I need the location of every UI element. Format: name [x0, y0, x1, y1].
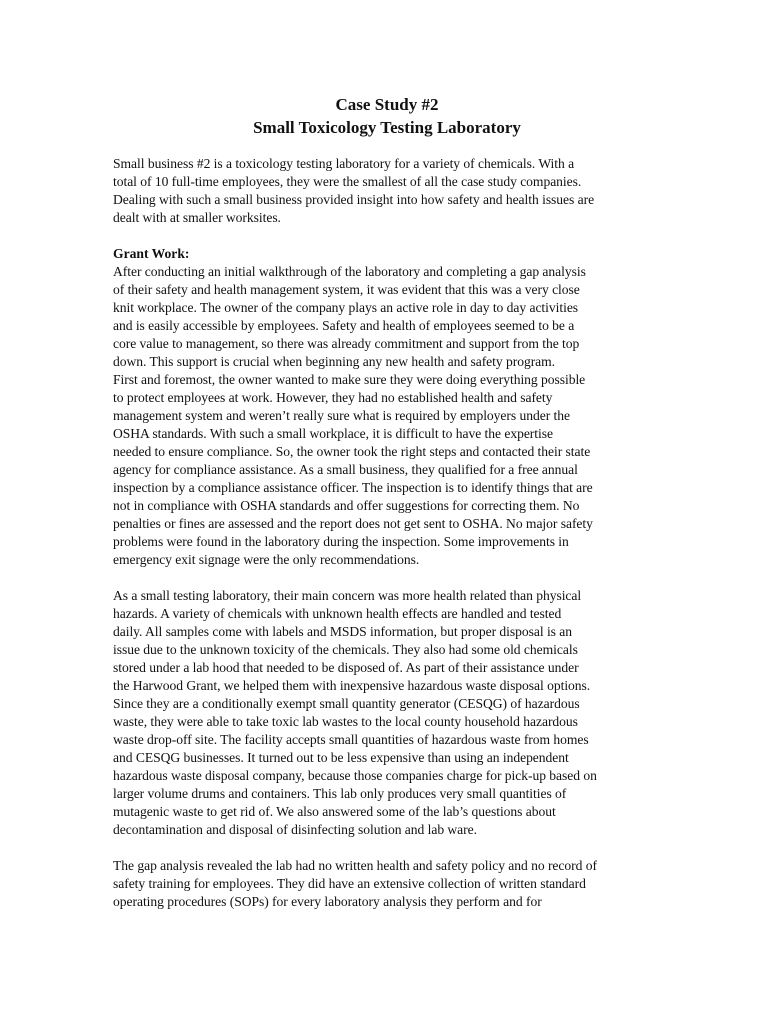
title-lab-name: Small Toxicology Testing Laboratory [253, 118, 521, 137]
text-line: the Harwood Grant, we helped them with inexpensive hazardous waste disposal options. [113, 678, 591, 693]
text-line: emergency exit signage were the only recommendations. [113, 552, 420, 567]
text-line: hazardous waste disposal company, because those companies charge for pick-up based on [113, 768, 597, 783]
text-line: The gap analysis revealed the lab had no written health and safety policy and no record of [113, 858, 597, 873]
text-line: of their safety and health management system, it was evident that this was a very close [113, 282, 580, 297]
grant-work-heading: Grant Work: [113, 246, 190, 261]
text-line: Dealing with such a small business provided insight into how safety and health issues are [113, 192, 595, 207]
health-hazards-paragraph [113, 587, 661, 839]
gap-analysis-paragraph [113, 857, 661, 911]
grant-work-paragraph [113, 263, 661, 569]
text-line: decontamination and disposal of disinfecting solution and lab ware. [113, 822, 477, 837]
text-line: not in compliance with OSHA standards and offer suggestions for correcting them. No [113, 498, 580, 513]
text-line: agency for compliance assistance. As a small business, they qualified for a free annual [113, 462, 578, 477]
intro-paragraph [113, 155, 661, 227]
text-line: mutagenic waste to get rid of. We also answered some of the lab’s questions about [113, 804, 556, 819]
text-line: knit workplace. The owner of the company plays an active role in day to day activities [113, 300, 579, 315]
text-line: operating procedures (SOPs) for every laboratory analysis they perform and for [113, 894, 542, 909]
paragraph-spacer [113, 569, 661, 587]
text-line: As a small testing laboratory, their main concern was more health related than physical [113, 588, 582, 603]
text-line: dealt with at smaller worksites. [113, 210, 281, 225]
text-line: stored under a lab hood that needed to be disposed of. As part of their assistance under [113, 660, 579, 675]
text-line: daily. All samples come with labels and MSDS information, but proper disposal is an [113, 624, 572, 639]
text-line: First and foremost, the owner wanted to make sure they were doing everything possible [113, 372, 586, 387]
text-line: problems were found in the laboratory during the inspection. Some improvements in [113, 534, 569, 549]
text-line: safety training for employees. They did have an extensive collection of written standard [113, 876, 586, 891]
text-line: down. This support is crucial when beginning any new health and safety program. [113, 354, 556, 369]
text-line: Small business #2 is a toxicology testing laboratory for a variety of chemicals. With a [113, 156, 575, 171]
text-line: waste drop-off site. The facility accepts small quantities of hazardous waste from homes [113, 732, 589, 747]
text-line: larger volume drums and containers. This lab only produces very small quantities of [113, 786, 567, 801]
paragraph-spacer [113, 227, 661, 245]
text-line: management system and weren’t really sure what is required by employers under the [113, 408, 570, 423]
text-line: After conducting an initial walkthrough of the laboratory and completing a gap analysis [113, 264, 586, 279]
text-line: total of 10 full-time employees, they were the smallest of all the case study companies. [113, 174, 582, 189]
text-line: needed to ensure compliance. So, the owner took the right steps and contacted their state [113, 444, 591, 459]
text-line: OSHA standards. With such a small workplace, it is difficult to have the expertise [113, 426, 553, 441]
paragraph-spacer [113, 839, 661, 857]
text-line: inspection by a compliance assistance officer. The inspection is to identify things that are [113, 480, 593, 495]
text-line: Since they are a conditionally exempt small quantity generator (CESQG) of hazardous [113, 696, 580, 711]
text-line: waste, they were able to take toxic lab wastes to the local county household hazardous [113, 714, 578, 729]
document-title [113, 93, 661, 139]
text-line: and is easily accessible by employees. Safety and health of employees seemed to be a [113, 318, 575, 333]
text-line: and CESQG businesses. It turned out to be less expensive than using an independent [113, 750, 569, 765]
text-line: core value to management, so there was already commitment and support from the top [113, 336, 580, 351]
text-line: hazards. A variety of chemicals with unknown health effects are handled and tested [113, 606, 562, 621]
text-line: to protect employees at work. However, they had no established health and safety [113, 390, 553, 405]
text-line: issue due to the unknown toxicity of the chemicals. They also had some old chemicals [113, 642, 578, 657]
title-case-study: Case Study #2 [335, 95, 439, 114]
text-line: penalties or fines are assessed and the report does not get sent to OSHA. No major safety [113, 516, 593, 531]
document-body [113, 93, 661, 911]
